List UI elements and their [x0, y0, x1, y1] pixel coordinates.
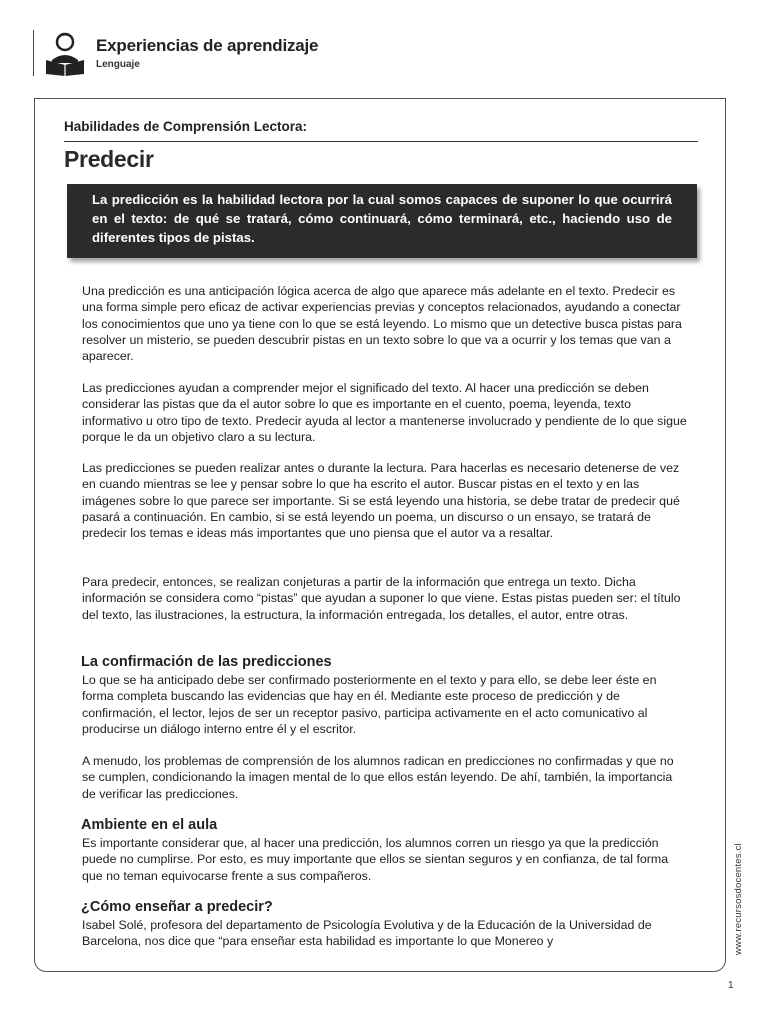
- paragraph-text: Las predicciones ayudan a comprender mejor el significado del texto. Al hacer una predicción se deben considerar las pistas que da el autor sobre lo que es importante en el cuento, poema, leyenda, texto informativo u otro tipo de texto. Predecir ayuda al lector a mantenerse involucrado y pendiente de lo que sigue porque le da un objetivo claro a su lectura.: [82, 381, 687, 444]
- paragraph-text: Las predicciones se pueden realizar antes o durante la lectura. Para hacerlas es necesario detenerse de vez en cuando mientras se lee y pensar sobre lo que ha escrito el autor. Buscar pistas en el texto y en las imágenes sobre lo que parece ser importante. Si se está leyendo una historia, se debe tratar de predecir qué pasará a continuación. En cambio, si se está leyendo un poema, un discurso o un ensayo, se tratará de predecir los temas e ideas más importantes que uno piensa que el autor va a resaltar.: [82, 461, 680, 541]
- heading-ensenar: ¿Cómo enseñar a predecir?: [81, 899, 273, 915]
- app-subtitle: Lenguaje: [96, 59, 140, 70]
- heading-ambiente: Ambiente en el aula: [81, 817, 218, 833]
- header-divider: [33, 30, 34, 76]
- paragraph-confirmacion: [82, 672, 688, 737]
- app-title: Experiencias de aprendizaje: [96, 36, 319, 55]
- page-number: 1: [728, 980, 734, 991]
- paragraph-ensenar: [82, 917, 688, 950]
- section-label: Habilidades de Comprensión Lectora:: [64, 119, 308, 134]
- website-url: www.recursosdocentes.cl: [733, 843, 744, 955]
- reader-icon: [44, 30, 86, 76]
- paragraph-text: Para predecir, entonces, se realizan conjeturas a partir de la información que entrega un texto. Dicha información se considera como “pistas” que ayudan a suponer lo que viene. Estas pistas pueden ser: el título del texto, las ilustraciones, la estructura, la información entregada, los detalles, el autor, entre otras.: [82, 575, 681, 622]
- paragraph-text: Isabel Solé, profesora del departamento de Psicología Evolutiva y de la Educación de la Universidad de Barcelona, nos dice que “para enseñar esta habilidad es importante lo que Monereo y: [82, 918, 652, 949]
- section-divider: [64, 141, 698, 142]
- paragraph-significado: [82, 380, 688, 445]
- paragraph-text: Lo que se ha anticipado debe ser confirmado posteriormente en el texto y para ello, se debe leer éste en forma completa buscando las evidencias que hay en él. Mediante este proceso de predicción y de confirmación, el lector, lejos de ser un receptor pasivo, participa activamente en el acto comunicativo al producirse un diálogo interno entre él y el escritor.: [82, 673, 657, 736]
- paragraph-problemas: [82, 753, 688, 802]
- paragraph-intro: [82, 283, 688, 364]
- paragraph-text: Una predicción es una anticipación lógica acerca de algo que aparece más adelante en el texto. Predecir es una forma simple pero eficaz de activar experiencias previas y conceptos relacionados, ayudando a conectar los conocimientos que uno ya tiene con lo que se está leyendo. Lo mismo que un detective busca pistas para resolver un misterio, se pueden descubrir pistas en un texto sobre lo que va a ocurrir y los temas que van a aparecer.: [82, 284, 682, 364]
- heading-confirmacion: La confirmación de las predicciones: [81, 654, 332, 670]
- paragraph-text: Es importante considerar que, al hacer una predicción, los alumnos corren un riesgo ya que la predicción puede no cumplirse. Por esto, es muy importante que ellos se sientan seguros y en confianza, de tal forma que no teman equivocarse frente a sus compañeros.: [82, 836, 669, 883]
- definition-callout: [67, 184, 697, 258]
- page-title: Predecir: [64, 146, 154, 172]
- paragraph-antes-durante: [82, 460, 688, 541]
- paragraph-conjeturas: [82, 574, 688, 623]
- paragraph-ambiente: [82, 835, 688, 884]
- callout-text: La predicción es la habilidad lectora por la cual somos capaces de suponer lo que ocurrirá en el texto: de qué se tratará, cómo continuará, cómo terminará, etc., haciendo uso de diferentes tipos de pistas.: [92, 192, 672, 245]
- paragraph-text: A menudo, los problemas de comprensión de los alumnos radican en predicciones no confirmadas y que no se cumplen, condicionando la imagen mental de lo que ellos están leyendo. De ahí, también, la importancia de verificar las predicciones.: [82, 754, 674, 801]
